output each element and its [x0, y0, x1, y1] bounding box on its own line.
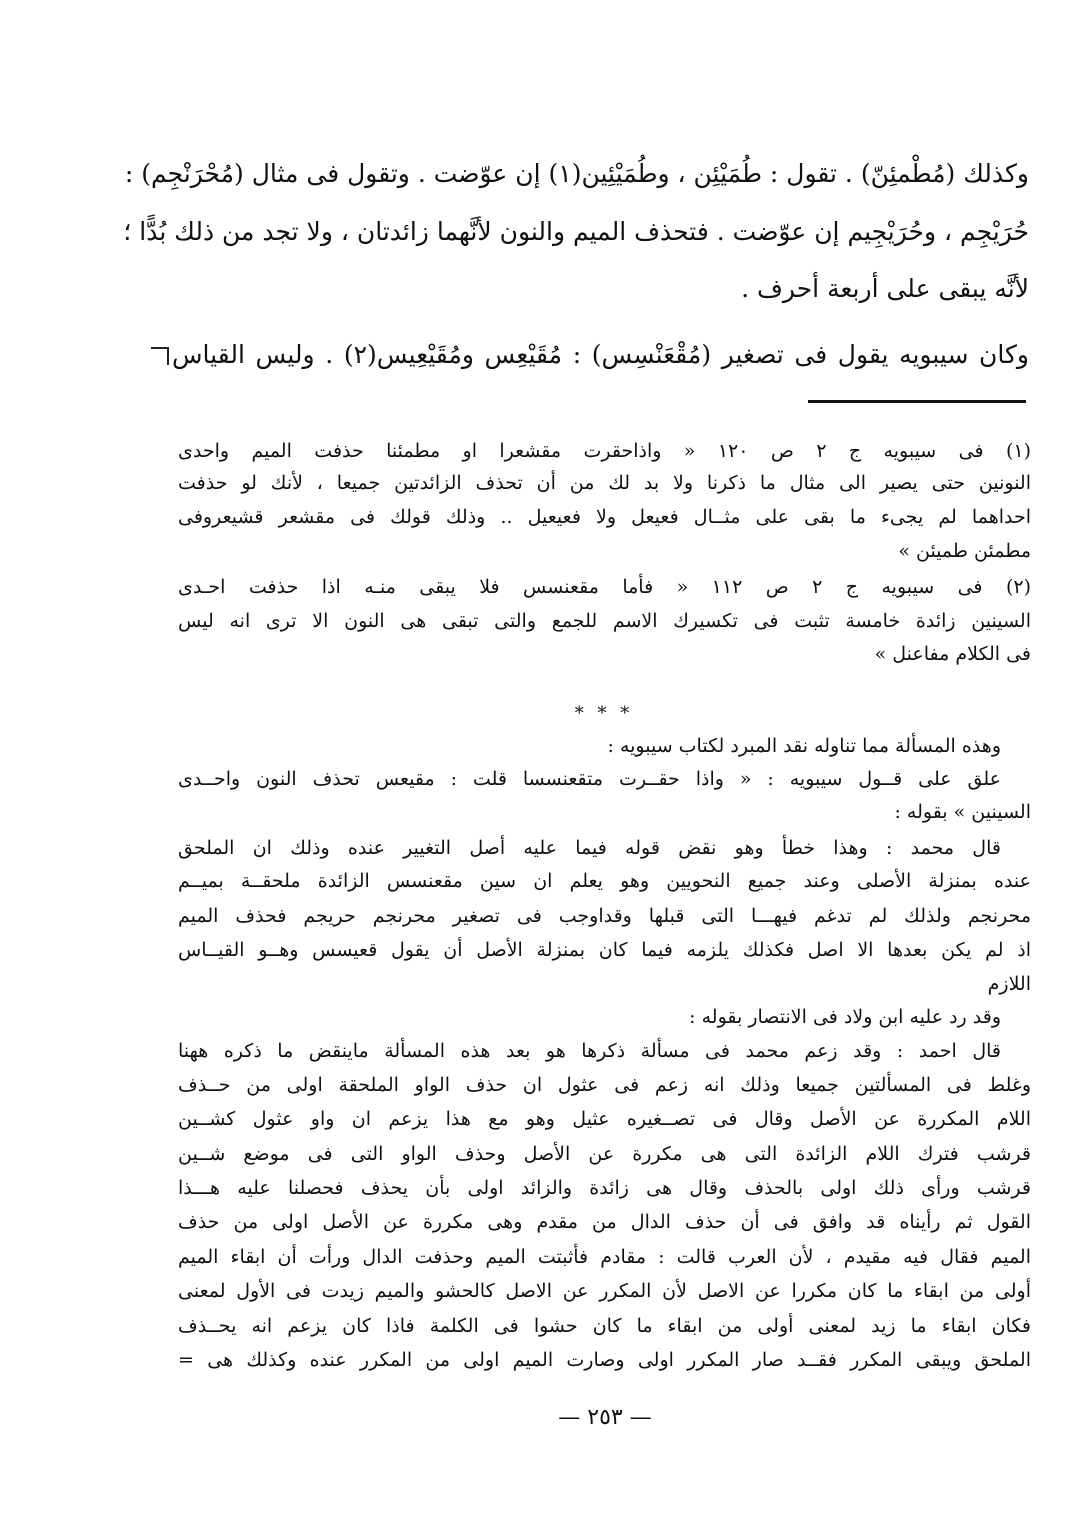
footnote-rule — [808, 400, 1026, 403]
appendix-line: اللام المكررة عن الأصل وقال فى تصــغيره عثيل وهو مع هذا يزعم ان واو عثول كشــين — [178, 1108, 1031, 1130]
main-text-line: وكان سيبويه يقول فى تصغير (مُقْعَنْسِس) : مُقَيْعِس ومُقَيْعِيس(٢) . وليس القياس — [172, 340, 1029, 369]
appendix-line: اذ لم يكن بعدها الا اصل فكذلك يلزمه فيما كان بمنزلة الأصل أن يقول قعيسس وهــو القيــاس — [178, 939, 1031, 961]
main-text-line: لأنَّه يبقى على أربعة أحرف . — [741, 274, 1029, 303]
appendix-line: القول ثم رأيناه قد وافق فى أن حذف الدال من مقدم وهى مكررة عن الأصل اولى من حذف — [178, 1211, 1031, 1233]
footnote-line: (١) فى سيبويه ج ٢ ص ١٢٠ « واذاحقرت مقشعرا او مطمئنا حذفت الميم واحدى — [178, 440, 1031, 462]
main-text-line: وكذلك (مُطْمئِنّ) . تقول : طُمَيْئِن ، وطُمَيْئِين(١) إن عوّضت . وتقول فى مثال (مُحْرَنْجِم) : — [124, 159, 1029, 188]
page-number: — ٢٥٣ — — [558, 1405, 652, 1430]
footnote-line: فى الكلام مفاعنل » — [874, 643, 1031, 665]
appendix-line: محرنجم ولذلك لم تدغم فيهـــا التى قبلها وقداوجب فى تصغير محرنجم حريجم فحذف الميم — [178, 905, 1031, 927]
footnote-line: احداهما لم يجىء ما بقى على مثــال فعيعل ولا فعيعيل .. وذلك قولك فى مقشعر قشيعروفى — [178, 506, 1031, 528]
appendix-line: قال محمد : وهذا خطأ وهو نقض قوله فيما عليه أصل التغيير عنده وذلك ان الملحق — [178, 837, 1001, 859]
main-text-line: حُرَيْجِم ، وحُرَيْجِيم إن عوّضت . فتحذف الميم والنون لأنَّهما زائدتان ، ولا تجد من ذلك بُدًّا ؛ — [123, 217, 1029, 246]
appendix-line: عنده بمنزلة الأصلى وعند جميع النحويين وهو يعلم ان سين مقعنسس الزائدة ملحقــة بميــم — [178, 870, 1031, 892]
appendix-line: قرشب فترك اللام الزائدة التى هى مكررة عن الأصل وحذف الواو التى فى موضع شــين — [178, 1143, 1031, 1165]
appendix-line: وهذه المسألة مما تناوله نقد المبرد لكتاب سيبويه : — [607, 735, 1001, 757]
footnote-line: النونين حتى يصير الى مثال ما ذكرنا ولا بد لك من أن تحذف الزائدتين جميعا ، لأنك لو حذفت — [178, 472, 1031, 494]
appendix-line: قال احمد : وقد زعم محمد فى مسألة ذكرها هو بعد هذه المسألة ماينقض ما ذكره ههنا — [178, 1040, 1001, 1062]
appendix-line: الملحق ويبقى المكرر فقــد صار المكرر اولى وصارت الميم اولى من المكرر عنده وكذلك هى = — [178, 1349, 1031, 1371]
appendix-line: وغلط فى المسألتين جميعا وذلك انه زعم فى عثول ان حذف الواو الملحقة اولى من حــذف — [178, 1074, 1031, 1096]
section-separator: * * * — [574, 703, 634, 724]
footnote-line: مطمئن طميئن » — [898, 540, 1031, 562]
appendix-line: الميم فقال فيه مقيدم ، لأن العرب قالت : مقادم فأثبتت الميم وحذفت الدال ورأت أن ابقاء الميم — [178, 1246, 1031, 1268]
appendix-line: اللازم — [987, 973, 1031, 995]
appendix-line: وقد رد عليه ابن ولاد فى الانتصار بقوله : — [689, 1006, 1001, 1028]
appendix-line: السينين » بقوله : — [894, 801, 1031, 823]
appendix-line: أولى من ابقاء ما كان مكررا عن الاصل لأن المكرر عن الاصل كالحشو والميم زيدت فى الأول لمعنى — [178, 1280, 1031, 1302]
footnote-line: (٢) فى سيبويه ج ٢ ص ١١٢ « فأما مقعنسس فلا يبقى منـه اذا حذفت احـدى — [178, 576, 1031, 598]
appendix-line: قرشب ورأى ذلك اولى بالحذف وقال هى زائدة والزائد اولى بأن يحذف فحصلنا عليه هـــذا — [178, 1177, 1031, 1199]
footnote-line: السينين زائدة خامسة تثبت فى تكسيرك الاسم للجمع والتى تبقى هى النون الا ترى انه ليس — [178, 610, 1031, 632]
appendix-line: علق على قــول سيبويه : « واذا حقــرت متقعنسسا قلت : مقيعس تحذف النون واحــدى — [178, 768, 1001, 790]
bracket-mark — [151, 347, 169, 365]
appendix-line: فكان ابقاء ما زيد لمعنى أولى من ابقاء ما كان حشوا فى الكلمة فاذا كان يزعم انه يحــذف — [178, 1315, 1031, 1337]
